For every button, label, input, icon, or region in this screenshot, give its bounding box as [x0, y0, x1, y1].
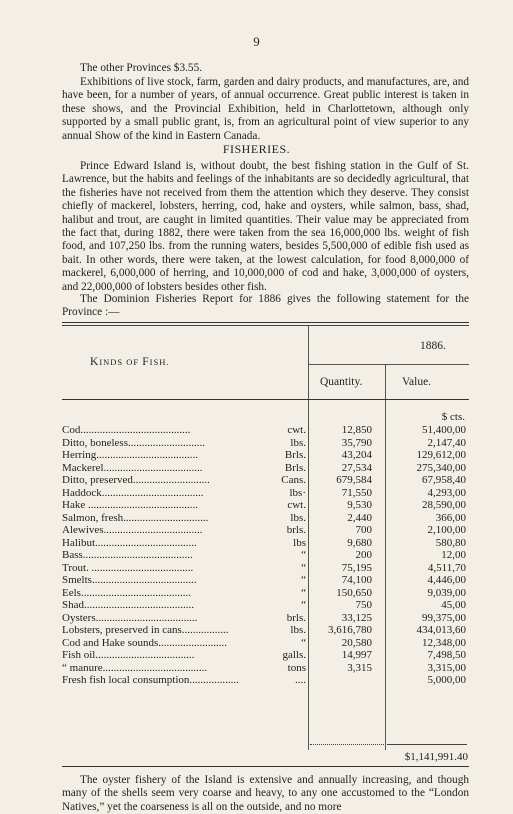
fish-unit: lbs	[293, 536, 306, 549]
fish-quantity: 75,195	[341, 561, 372, 574]
fish-value: 129,612,00	[416, 449, 466, 461]
fish-unit: brls.	[286, 524, 306, 536]
fish-name: “ manure......................................	[62, 661, 208, 674]
fish-name: Herring.....................................	[62, 449, 198, 461]
header-value: Value.	[402, 376, 432, 388]
total-rule-quantity	[310, 744, 384, 745]
fish-unit: cwt.	[287, 424, 306, 436]
fish-quantity: 700	[355, 524, 372, 536]
table-row	[62, 487, 469, 500]
paragraph-oysters: The oyster fishery of the Island is extensive and annually increasing, and though many of the shells seem very coarse and heavy, to any one accustomed to the “London Natives,” yet the coarseness is all on the outside, and no more	[62, 774, 469, 813]
fish-name: Ditto, boneless............................	[62, 436, 205, 449]
fish-name: Bass........................................	[62, 549, 193, 561]
fish-unit: Cans.	[281, 474, 306, 486]
paragraph-report-intro: The Dominion Fisheries Report for 1886 gives the following statement for the Province :—	[62, 293, 469, 319]
table-row	[62, 449, 469, 462]
fish-value: 12,00	[441, 549, 466, 561]
paragraph-provinces: The other Provinces $3.55.	[80, 62, 203, 74]
header-text: INDS OF	[99, 357, 143, 367]
fish-unit: tons	[287, 661, 306, 674]
fish-value: 51,400,00	[422, 424, 466, 436]
fish-quantity: 20,580	[341, 636, 372, 649]
table-row	[62, 599, 469, 612]
fish-unit: brls.	[286, 611, 306, 624]
table-row	[62, 624, 469, 637]
paragraph-fisheries: Prince Edward Island is, without doubt, the best fishing station in the Gulf of St. Lawrence, but the habits and feelings of the inhabitants are so decidedly agricultural, that the fisheries have not received from them the attention which they deserve. They consist chiefly of mackerel, lobsters, herring, cod, hake and oysters, while salmon, bass, shad, halibut and trout, are caught in limited quantities. Their value may be appreciated from the fact that, during 1882, there were taken from the sea 16,000,000 lbs. weight of fish food, and 107,250 lbs. from the running waters, besides 5,500,000 of edible fish used as bait. In other words, there were taken, at the lowest calculation, for food 8,000,000 of mackerel, 6,000,000 of herring, and 10,000,000 of cod and hake, 3,000,000 of oysters, and 22,000,000 of lobsters besides other fish.	[62, 160, 469, 293]
fish-name: Eels........................................	[62, 586, 191, 599]
fish-name: Fish oil....................................	[62, 649, 195, 661]
fish-value: 275,340,00	[416, 461, 466, 474]
table-row	[62, 587, 469, 600]
fish-value: 4,446,00	[427, 574, 466, 586]
fish-unit: lbs.	[290, 511, 306, 524]
table-row	[62, 512, 469, 525]
fish-unit: “	[301, 561, 306, 574]
table-row	[62, 612, 469, 625]
fish-unit: lbs·	[289, 486, 306, 499]
fish-quantity: 9,530	[347, 499, 372, 511]
table-row	[62, 437, 469, 450]
fish-name: Alewives....................................	[62, 524, 203, 536]
fish-quantity: 33,125	[341, 611, 372, 624]
fish-value: 2,100,00	[427, 524, 466, 536]
fish-value: 45,00	[441, 599, 466, 611]
table-row	[62, 637, 469, 650]
fish-unit: Brls.	[284, 461, 306, 474]
fish-name: Salmon, fresh...............................	[62, 511, 209, 524]
header-year: 1886.	[420, 340, 446, 352]
section-heading-fisheries: FISHERIES.	[222, 142, 291, 156]
fish-quantity: 12,850	[341, 424, 372, 436]
fish-value: 9,039,00	[427, 586, 466, 599]
fish-unit: cwt.	[287, 499, 306, 511]
fish-unit: “	[301, 636, 306, 649]
fish-quantity: 679,584	[336, 474, 372, 486]
fish-quantity: 2,440	[347, 511, 372, 524]
table-row	[62, 674, 469, 687]
header-text: K	[90, 356, 100, 368]
table-row	[62, 562, 469, 575]
table-row	[62, 524, 469, 537]
header-bottom-rule	[62, 399, 469, 400]
fish-quantity: 750	[355, 599, 372, 611]
paragraph-exhibitions: Exhibitions of live stock, farm, garden and dairy products, and manufactures, are, and have been, for a number of years, of annual occurrence. Great public interest is taken in these shows, and the Provincial Exhibition, held in Charlottetown, although only supported by a small public grant, is, from an agricultural point of view superior to any annual Show of the kind in Eastern Canada.	[62, 76, 469, 142]
header-quantity: Quantity.	[320, 376, 363, 388]
fish-value: 67,958,40	[422, 474, 466, 486]
fish-name: Mackerel....................................	[62, 461, 203, 474]
fish-value: 7,498,50	[427, 649, 466, 661]
fish-name: Cod........................................	[62, 424, 191, 436]
table-row	[62, 537, 469, 550]
fish-quantity: 35,790	[341, 436, 372, 449]
table-row	[62, 462, 469, 475]
fish-unit: lbs.	[290, 436, 306, 449]
currency-row	[62, 411, 469, 424]
page-number: 9	[253, 34, 260, 49]
table-row	[62, 424, 469, 437]
table-row	[62, 574, 469, 587]
table-total: $1,141,991.40	[404, 751, 468, 763]
fish-value: 99,375,00	[422, 611, 466, 624]
fish-unit: “	[301, 574, 306, 586]
fish-name: Oysters.....................................	[62, 611, 198, 624]
fish-name: Trout. .....................................	[62, 561, 194, 574]
fish-quantity: 9,680	[347, 536, 372, 549]
fish-value: 4,511,70	[427, 561, 466, 574]
table-row	[62, 474, 469, 487]
total-rule-value	[387, 744, 467, 745]
fish-value: 28,590,00	[422, 499, 466, 511]
fish-unit: ....	[295, 674, 306, 686]
table-row	[62, 649, 469, 662]
currency-unit: $ cts.	[441, 411, 465, 423]
table-row	[62, 549, 469, 562]
table-row	[62, 662, 469, 675]
header-text: F	[142, 356, 150, 368]
fish-value: 366,00	[435, 511, 466, 524]
fish-value: 2,147,40	[427, 436, 466, 449]
fish-value: 3,315,00	[427, 661, 466, 674]
fish-unit: “	[301, 549, 306, 561]
fish-name: Halibut.....................................	[62, 536, 197, 549]
fish-value: 580,80	[435, 536, 466, 549]
fish-name: Ditto, preserved............................	[62, 474, 210, 486]
header-text: ISH.	[149, 357, 170, 367]
fish-unit: Brls.	[284, 449, 306, 461]
fish-name: Shad........................................	[62, 599, 194, 611]
table-top-rule-thin	[62, 325, 469, 326]
fish-value: 12,348,00	[422, 636, 466, 649]
fish-name: Fresh fish local consumption..................	[62, 674, 239, 686]
fish-quantity: 71,550	[341, 486, 372, 499]
fish-name: Cod and Hake sounds.........................	[62, 636, 227, 649]
fish-quantity: 74,100	[341, 574, 372, 586]
table-bottom-rule	[62, 766, 469, 767]
fish-quantity: 3,616,780	[328, 624, 372, 636]
table-top-rule	[62, 322, 469, 323]
table-row	[62, 499, 469, 512]
fish-unit: galls.	[282, 649, 306, 661]
table-body	[62, 411, 469, 687]
fish-name: Smelts......................................	[62, 574, 197, 586]
fish-name: Lobsters, preserved in cans.................	[62, 624, 229, 636]
fish-unit: “	[301, 599, 306, 611]
fish-unit: lbs.	[290, 624, 306, 636]
fish-quantity: 200	[355, 549, 372, 561]
fish-name: Hake ........................................	[62, 499, 198, 511]
fish-value: 5,000,00	[427, 674, 466, 686]
header-kinds-of-fish	[90, 356, 170, 368]
fish-name: Haddock.....................................	[62, 486, 204, 499]
fish-quantity: 150,650	[336, 586, 372, 599]
fish-quantity: 43,204	[341, 449, 372, 461]
year-underline	[308, 364, 469, 365]
fish-value: 434,013,60	[416, 624, 466, 636]
fish-unit: “	[301, 586, 306, 599]
fish-quantity: 14,997	[341, 649, 372, 661]
fish-quantity: 3,315	[347, 661, 372, 674]
fish-quantity: 27,534	[341, 461, 372, 474]
fish-value: 4,293,00	[427, 486, 466, 499]
